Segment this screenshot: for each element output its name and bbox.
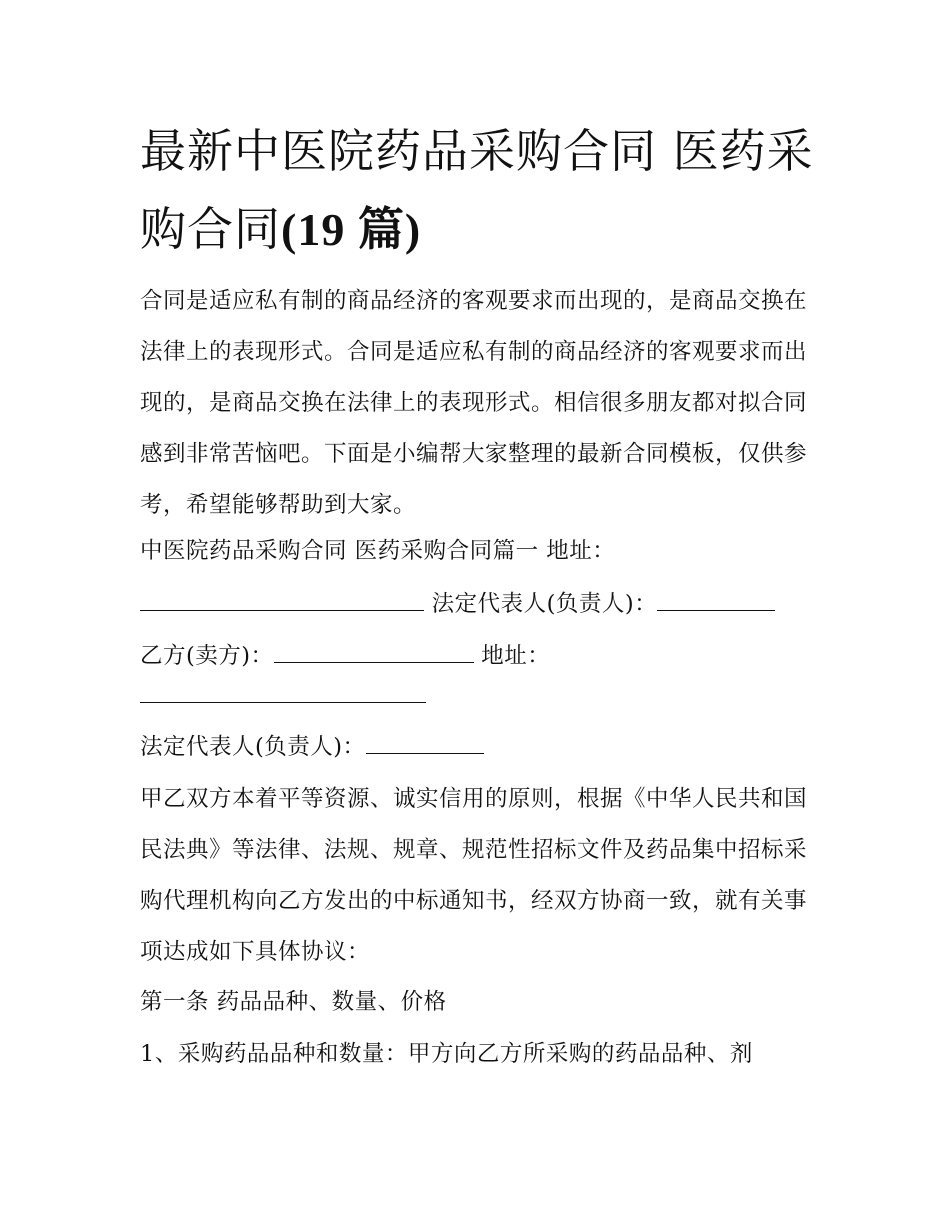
party-b-label: 乙方(卖方)： — [140, 643, 274, 669]
form-line-3 — [140, 676, 426, 716]
form-line-4 — [140, 727, 484, 767]
title-count-number: 19 — [297, 204, 346, 255]
document-title — [140, 112, 820, 269]
article-1-item-1: 1、采购药品品种和数量：甲方向乙方所采购的药品品种、剂 — [140, 1041, 753, 1067]
address-blank — [140, 586, 424, 611]
section-heading: 中医院药品采购合同 医药采购合同篇一 地址： — [140, 538, 616, 564]
form-line-1 — [140, 584, 775, 624]
article-1-heading: 第一条 药品品种、数量、价格 — [140, 989, 447, 1015]
form-line-2 — [140, 636, 550, 676]
address-label: 地址： — [481, 643, 551, 669]
party-b-address-blank — [140, 678, 426, 703]
title-main: 最新中医院药品采购合同 医药采购合同 — [140, 124, 814, 256]
party-b-blank — [274, 638, 474, 663]
legal-rep-blank — [657, 586, 775, 611]
intro-paragraph: 合同是适应私有制的商品经济的客观要求而出现的，是商品交换在法律上的表现形式。合同是适应私有制的商品经济的客观要求而出现的，是商品交换在法律上的表现形式。相信很多朋友都对拟合同感到非常苦恼吧。下面是小编帮大家整理的最新合同模板，仅供参考，希望能够帮助到大家。 — [140, 288, 808, 518]
legal-rep-label-2: 法定代表人(负责人)： — [140, 734, 366, 760]
agreement-paragraph: 甲乙双方本着平等资源、诚实信用的原则，根据《中华人民共和国民法典》等法律、法规、规章、规范性招标文件及药品集中招标采购代理机构向乙方发出的中标通知书，经双方协商一致，就有关事项达成如下具体协议： — [140, 786, 808, 965]
legal-rep-label: 法定代表人(负责人)： — [431, 591, 658, 617]
title-count-close: 篇) — [345, 204, 422, 255]
title-count-open: ( — [281, 204, 298, 255]
legal-rep-blank-2 — [366, 729, 484, 754]
